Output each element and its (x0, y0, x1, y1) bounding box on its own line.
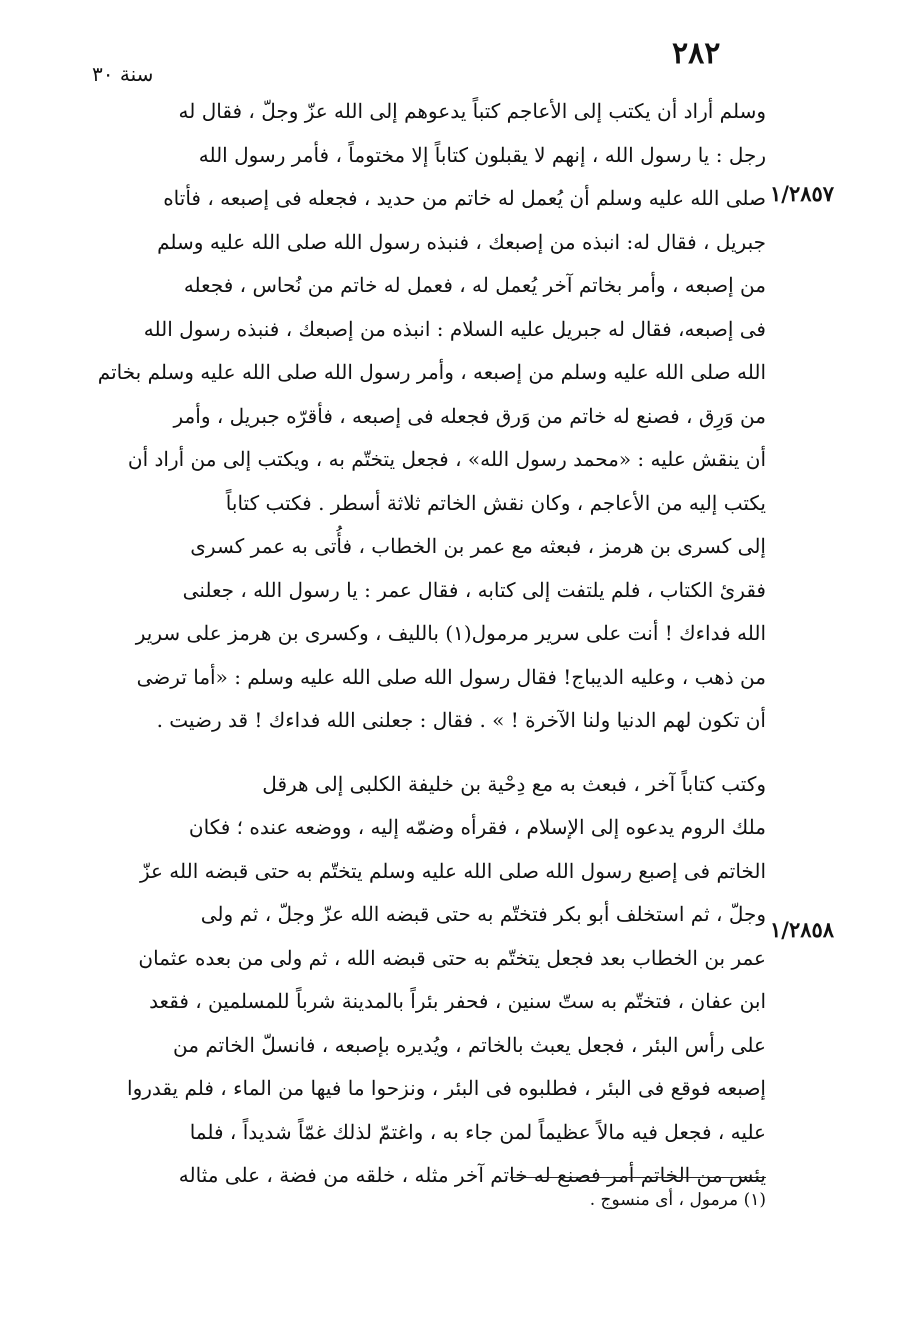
running-head-year: سنة ٣٠ (92, 62, 154, 86)
text-line: على رأس البئر ، فجعل يعبث بالخاتم ، ويُديره بإصبعه ، فانسلّ الخاتم من (173, 1032, 766, 1057)
paragraph (92, 763, 766, 1198)
text-line: وجلّ ، ثم استخلف أبو بكر فتختّم به حتى قبضه الله عزّ وجلّ ، ثم ولى (200, 902, 766, 926)
text-line: أن ينقش عليه : «محمد رسول الله» ، فجعل يتختّم به ، ويكتب إلى من أراد أن (127, 447, 766, 471)
text-line: من وَرِق ، فصنع له خاتم من وَرق فجعله فى إصبعه ، فأقرّه جبريل ، وأمر (173, 403, 766, 428)
text-line: وكتب كتاباً آخر ، فبعث به مع دِحْية بن خليفة الكلبى إلى هرقل (262, 771, 766, 796)
text-line: عليه ، فجعل فيه مالاً عظيماً لمن جاء به ، واغتمّ لذلك غمّاً شديداً ، فلما (189, 1119, 766, 1144)
text-line: من إصبعه ، وأمر بخاتم آخر يُعمل له ، فعمل له خاتم من نُحاس ، فجعله (183, 273, 766, 297)
text-line: الخاتم فى إصبع رسول الله صلى الله عليه وسلم يتختّم به حتى قبضه الله عزّ (139, 858, 766, 883)
text-line: ملك الروم يدعوه إلى الإسلام ، فقرأه وضمّه إليه ، ووضعه عنده ؛ فكان (188, 815, 766, 839)
text-line: وسلم أراد أن يكتب إلى الأعاجم كتباً يدعوهم إلى الله عزّ وجلّ ، فقال له (178, 99, 766, 123)
paragraph-gap (92, 743, 766, 763)
text-line: الله صلى الله عليه وسلم من إصبعه ، وأمر رسول الله صلى الله عليه وسلم بخاتم (97, 360, 766, 384)
main-text (92, 90, 766, 1198)
text-line: من ذهب ، وعليه الديباج! فقال رسول الله صلى الله عليه وسلم : «أما ترضى (136, 664, 766, 689)
margin-hadith-number: ١/٢٨٥٧ (770, 181, 835, 206)
text-line: إلى كسرى بن هرمز ، فبعثه مع عمر بن الخطاب ، فأُتى به عمر كسرى (190, 534, 766, 558)
text-line: أن تكون لهم الدنيا ولنا الآخرة ! » . فقال : جعلنى الله فداءك ! قد رضيت . (156, 708, 766, 732)
text-line: يكتب إليه من الأعاجم ، وكان نقش الخاتم ثلاثة أسطر . فكتب كتاباً (225, 490, 766, 515)
text-line: إصبعه فوقع فى البئر ، فطلبوه فى البئر ، ونزحوا ما فيها من الماء ، فلم يقدروا (127, 1076, 766, 1100)
text-line: الله فداءك ! أنت على سرير مرمول(١) بالليف ، وكسرى بن هرمز على سرير (135, 621, 766, 645)
text-line: ابن عفان ، فتختّم به ستّ سنين ، فحفر بئراً بالمدينة شرباً للمسلمين ، فقعد (149, 989, 766, 1013)
text-line: جبريل ، فقال له: انبذه من إصبعك ، فنبذه رسول الله صلى الله عليه وسلم (157, 229, 766, 254)
text-line: صلى الله عليه وسلم أن يُعمل له خاتم من حديد ، فجعله فى إصبعه ، فأتاه (163, 186, 766, 210)
text-line: يئس من الخاتم أمر فصنع له خاتم آخر مثله ، خلقه من فضة ، على مثاله (178, 1163, 766, 1187)
footnote-divider (510, 1177, 766, 1178)
text-line: فقرئ الكتاب ، فلم يلتفت إلى كتابه ، فقال عمر : يا رسول الله ، جعلنى (182, 577, 766, 602)
text-line: رجل : يا رسول الله ، إنهم لا يقبلون كتاباً إلا مختوماً ، فأمر رسول الله (198, 142, 766, 167)
page-number: ٢٨٢ (672, 36, 721, 71)
text-line: فى إصبعه، فقال له جبريل عليه السلام : انبذه من إصبعك ، فنبذه رسول الله (143, 316, 766, 341)
margin-hadith-number: ١/٢٨٥٨ (770, 917, 835, 942)
footnote: (١) مرمول ، أى منسوج . (589, 1190, 766, 1210)
text-line: عمر بن الخطاب بعد فجعل يتختّم به حتى قبضه الله ، ثم ولى من بعده عثمان (138, 945, 766, 970)
paragraph (92, 90, 766, 743)
